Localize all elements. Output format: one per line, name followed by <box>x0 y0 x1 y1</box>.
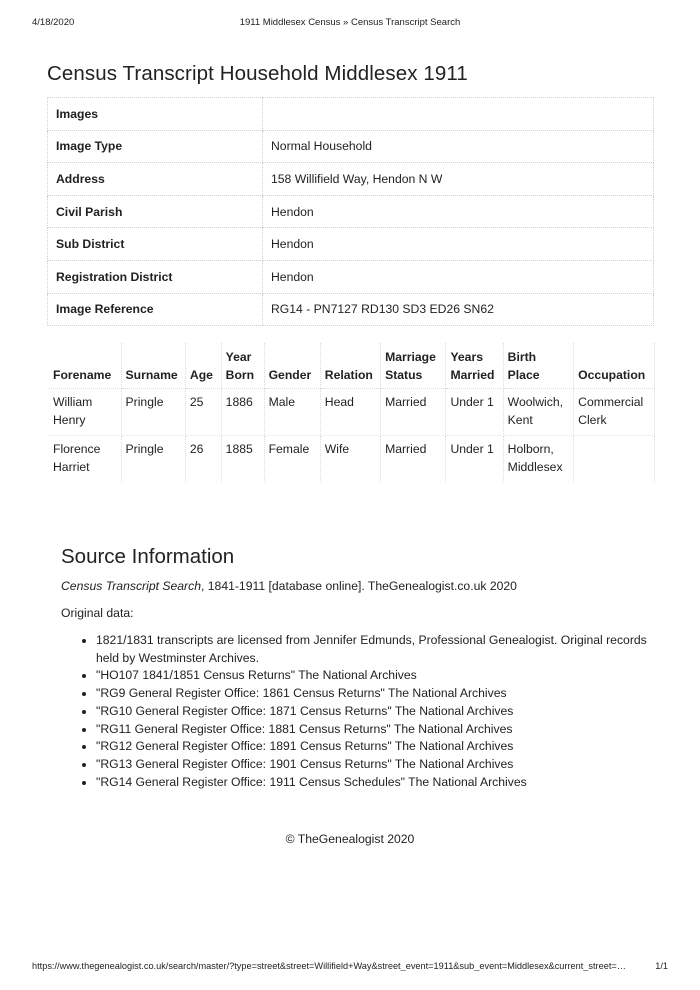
cell-forename: William Henry <box>49 389 121 436</box>
cell-years-married: Under 1 <box>446 436 503 483</box>
cell-surname: Pringle <box>121 436 185 483</box>
cell-age: 25 <box>185 389 221 436</box>
details-key: Images <box>48 98 263 131</box>
details-row-address <box>48 163 654 196</box>
cell-relation: Wife <box>320 436 380 483</box>
household-details-table <box>47 97 654 326</box>
cell-occupation: Commercial Clerk <box>574 389 655 436</box>
col-surname: Surname <box>121 343 185 389</box>
cell-gender: Male <box>264 389 320 436</box>
details-key: Image Reference <box>48 293 263 326</box>
list-item: • "RG13 General Register Office: 1901 Census Returns" The National Archives <box>96 756 656 774</box>
details-row-image-reference <box>48 293 654 326</box>
citation-details: , 1841-1911 [database online]. TheGenealogist.co.uk 2020 <box>200 579 517 593</box>
source-citation <box>61 579 517 593</box>
list-item: • 1821/1831 transcripts are licensed from Jennifer Edmunds, Professional Genealogist. Original records held by Westminster Archives. <box>96 632 656 667</box>
print-header <box>32 17 668 31</box>
details-value: Normal Household <box>263 130 654 163</box>
list-item: • "HO107 1841/1851 Census Returns" The National Archives <box>96 667 656 685</box>
household-members-table <box>49 343 655 482</box>
list-item: • "RG9 General Register Office: 1861 Census Returns" The National Archives <box>96 685 656 703</box>
cell-forename: Florence Harriet <box>49 436 121 483</box>
print-page-title: 1911 Middlesex Census » Census Transcript Search <box>239 17 461 28</box>
print-footer <box>32 961 668 975</box>
details-value: 158 Willifield Way, Hendon N W <box>263 163 654 196</box>
details-value <box>263 98 654 131</box>
details-key: Sub District <box>48 228 263 261</box>
copyright-text: © TheGenealogist 2020 <box>285 832 415 846</box>
col-years-married: Years Married <box>446 343 503 389</box>
col-forename: Forename <box>49 343 121 389</box>
details-row-registration-district <box>48 260 654 293</box>
details-key: Address <box>48 163 263 196</box>
page-number: 1/1 <box>655 961 668 971</box>
page-url: https://www.thegenealogist.co.uk/search/master/?type=street&street=Willifield+Way&street_event=1911&sub_event=Middlesex&current_street=… <box>32 961 626 971</box>
details-row-images <box>48 98 654 131</box>
details-key: Image Type <box>48 130 263 163</box>
list-item: • "RG12 General Register Office: 1891 Census Returns" The National Archives <box>96 738 656 756</box>
source-title: Source Information <box>61 545 235 568</box>
details-value: Hendon <box>263 195 654 228</box>
col-relation: Relation <box>320 343 380 389</box>
cell-birth-place: Holborn, Middlesex <box>503 436 574 483</box>
cell-year-born: 1886 <box>221 389 264 436</box>
details-value: RG14 - PN7127 RD130 SD3 ED26 SN62 <box>263 293 654 326</box>
print-date: 4/18/2020 <box>32 17 75 28</box>
page-title: Census Transcript Household Middlesex 1911 <box>47 62 468 85</box>
col-birth-place: Birth Place <box>503 343 574 389</box>
citation-database-name: Census Transcript Search <box>61 579 201 593</box>
col-year-born: Year Born <box>221 343 264 389</box>
details-value: Hendon <box>263 260 654 293</box>
list-item: • "RG11 General Register Office: 1881 Census Returns" The National Archives <box>96 721 656 739</box>
source-list <box>61 632 656 791</box>
details-key: Registration District <box>48 260 263 293</box>
details-row-sub-district <box>48 228 654 261</box>
cell-relation: Head <box>320 389 380 436</box>
table-row <box>49 436 655 483</box>
col-gender: Gender <box>264 343 320 389</box>
col-age: Age <box>185 343 221 389</box>
details-value: Hendon <box>263 228 654 261</box>
table-row <box>49 389 655 436</box>
cell-occupation <box>574 436 655 483</box>
list-item: • "RG10 General Register Office: 1871 Census Returns" The National Archives <box>96 703 656 721</box>
cell-birth-place: Woolwich, Kent <box>503 389 574 436</box>
cell-marriage-status: Married <box>381 436 446 483</box>
cell-years-married: Under 1 <box>446 389 503 436</box>
cell-marriage-status: Married <box>381 389 446 436</box>
details-key: Civil Parish <box>48 195 263 228</box>
cell-surname: Pringle <box>121 389 185 436</box>
col-marriage-status: Marriage Status <box>381 343 446 389</box>
cell-age: 26 <box>185 436 221 483</box>
original-data-label: Original data: <box>61 606 134 620</box>
members-header-row <box>49 343 655 389</box>
details-row-image-type <box>48 130 654 163</box>
cell-gender: Female <box>264 436 320 483</box>
details-row-civil-parish <box>48 195 654 228</box>
list-item: • "RG14 General Register Office: 1911 Census Schedules" The National Archives <box>96 774 656 792</box>
col-occupation: Occupation <box>574 343 655 389</box>
cell-year-born: 1885 <box>221 436 264 483</box>
